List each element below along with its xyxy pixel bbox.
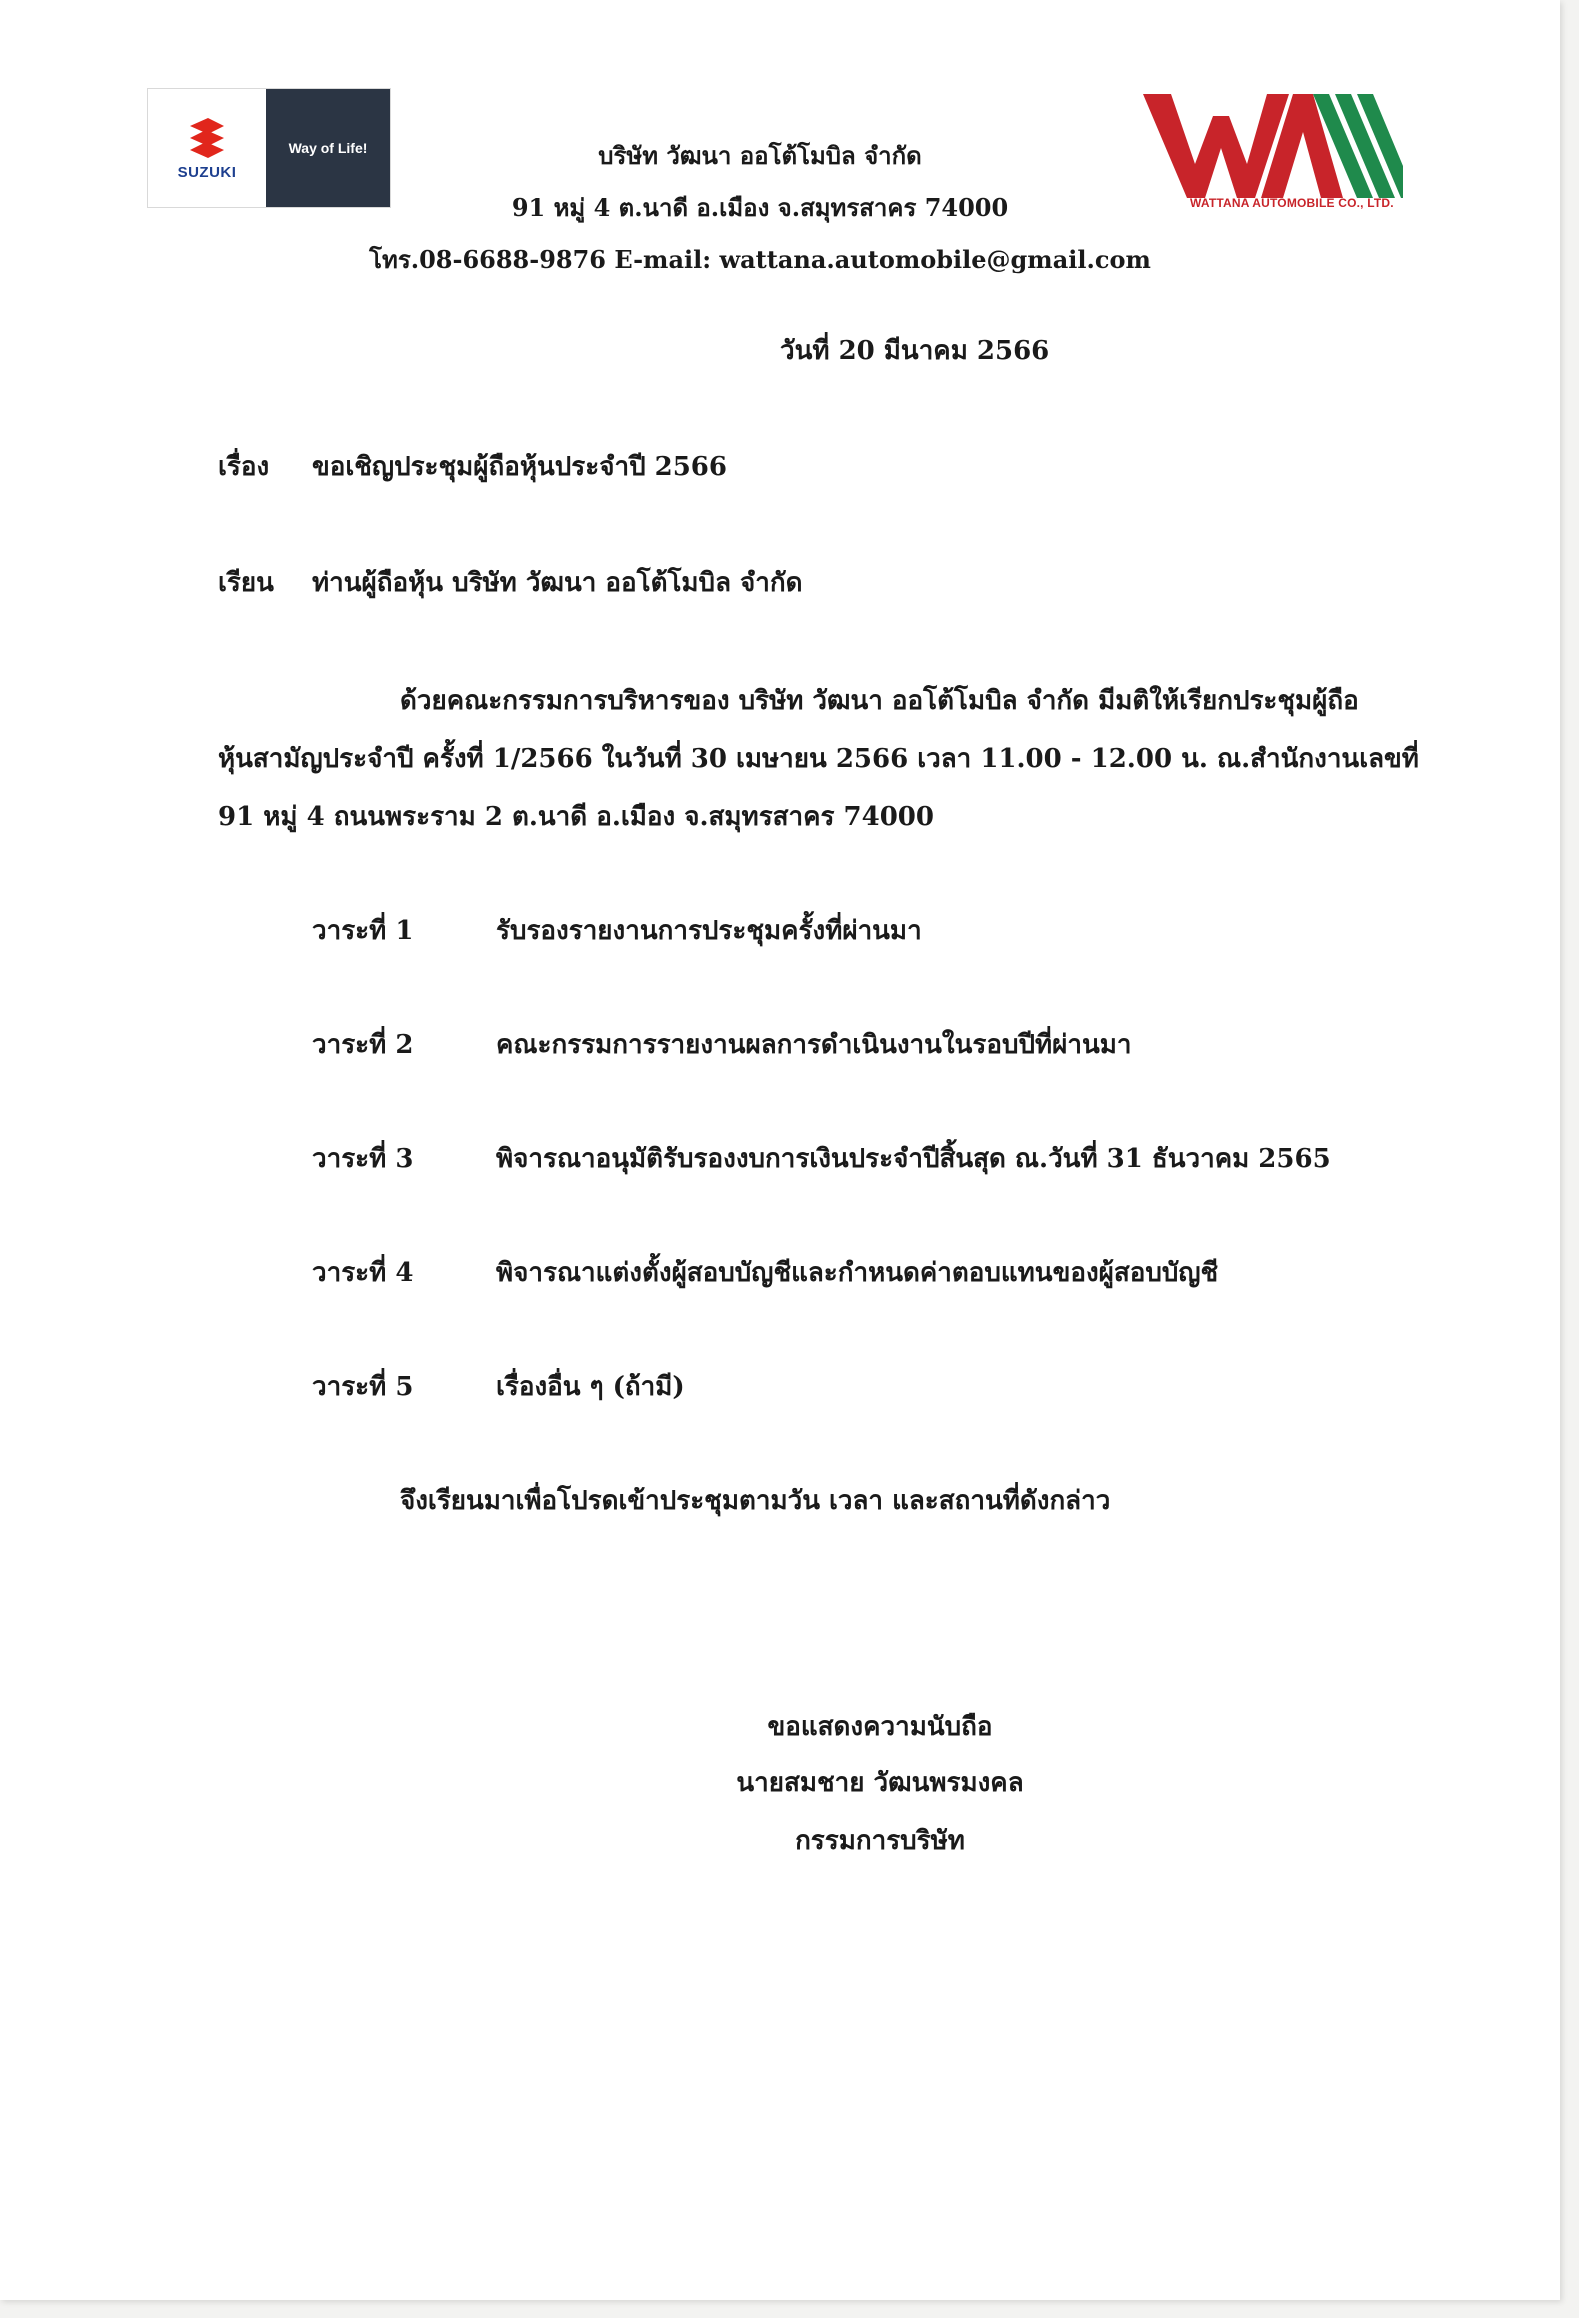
suzuki-tagline: Way of Life! bbox=[266, 89, 390, 207]
agenda-label-3: วาระที่ 3 bbox=[312, 1144, 414, 1174]
agenda-text-5: เรื่องอื่น ๆ (ถ้ามี) bbox=[496, 1372, 685, 1402]
wam-subtitle: WATTANA AUTOMOBILE CO., LTD. bbox=[1190, 196, 1394, 210]
closing-text: จึงเรียนมาเพื่อโปรดเข้าประชุมตามวัน เวลา และสถานที่ดังกล่าว bbox=[400, 1486, 1111, 1516]
body-line-2: หุ้นสามัญประจำปี ครั้งที่ 1/2566 ในวันที่ 30 เมษายน 2566 เวลา 11.00 - 12.00 น. ณ.สำนักงานเลขที่ bbox=[218, 744, 1419, 774]
agenda-text-1: รับรองรายงานการประชุมครั้งที่ผ่านมา bbox=[496, 916, 922, 946]
agenda-label-1: วาระที่ 1 bbox=[312, 916, 414, 946]
letter-date: วันที่ 20 มีนาคม 2566 bbox=[780, 336, 1050, 366]
company-name: บริษัท วัฒนา ออโต้โมบิล จำกัด bbox=[598, 141, 922, 170]
recipient-text: ท่านผู้ถือหุ้น บริษัท วัฒนา ออโต้โมบิล จำกัด bbox=[312, 568, 803, 598]
signature-title: กรรมการบริษัท bbox=[795, 1826, 965, 1856]
agenda-text-2: คณะกรรมการรายงานผลการดำเนินงานในรอบปีที่ผ่านมา bbox=[496, 1030, 1132, 1060]
company-contact: โทร.08-6688-9876 E-mail: wattana.automobile@gmail.com bbox=[369, 245, 1151, 274]
body-line-3: 91 หมู่ 4 ถนนพระราม 2 ต.นาดี อ.เมือง จ.สมุทรสาคร 74000 bbox=[218, 802, 934, 832]
agenda-label-5: วาระที่ 5 bbox=[312, 1372, 414, 1402]
recipient-label: เรียน bbox=[218, 568, 274, 598]
agenda-text-4: พิจารณาแต่งตั้งผู้สอบบัญชีและกำหนดค่าตอบแทนของผู้สอบบัญชี bbox=[496, 1258, 1219, 1288]
subject-label: เรื่อง bbox=[218, 452, 270, 482]
signature-regards: ขอแสดงความนับถือ bbox=[767, 1712, 993, 1742]
subject-text: ขอเชิญประชุมผู้ถือหุ้นประจำปี 2566 bbox=[312, 452, 727, 482]
agenda-label-2: วาระที่ 2 bbox=[312, 1030, 414, 1060]
body-line-1: ด้วยคณะกรรมการบริหารของ บริษัท วัฒนา ออโต้โมบิล จำกัด มีมติให้เรียกประชุมผู้ถือ bbox=[400, 686, 1359, 716]
agenda-text-3: พิจารณาอนุมัติรับรองงบการเงินประจำปีสิ้นสุด ณ.วันที่ 31 ธันวาคม 2565 bbox=[496, 1144, 1331, 1174]
company-address: 91 หมู่ 4 ต.นาดี อ.เมือง จ.สมุทรสาคร 74000 bbox=[511, 193, 1009, 222]
suzuki-wordmark: SUZUKI bbox=[177, 163, 237, 181]
agenda-label-4: วาระที่ 4 bbox=[312, 1258, 414, 1288]
signature-name: นายสมชาย วัฒนพรมงคล bbox=[736, 1768, 1024, 1798]
